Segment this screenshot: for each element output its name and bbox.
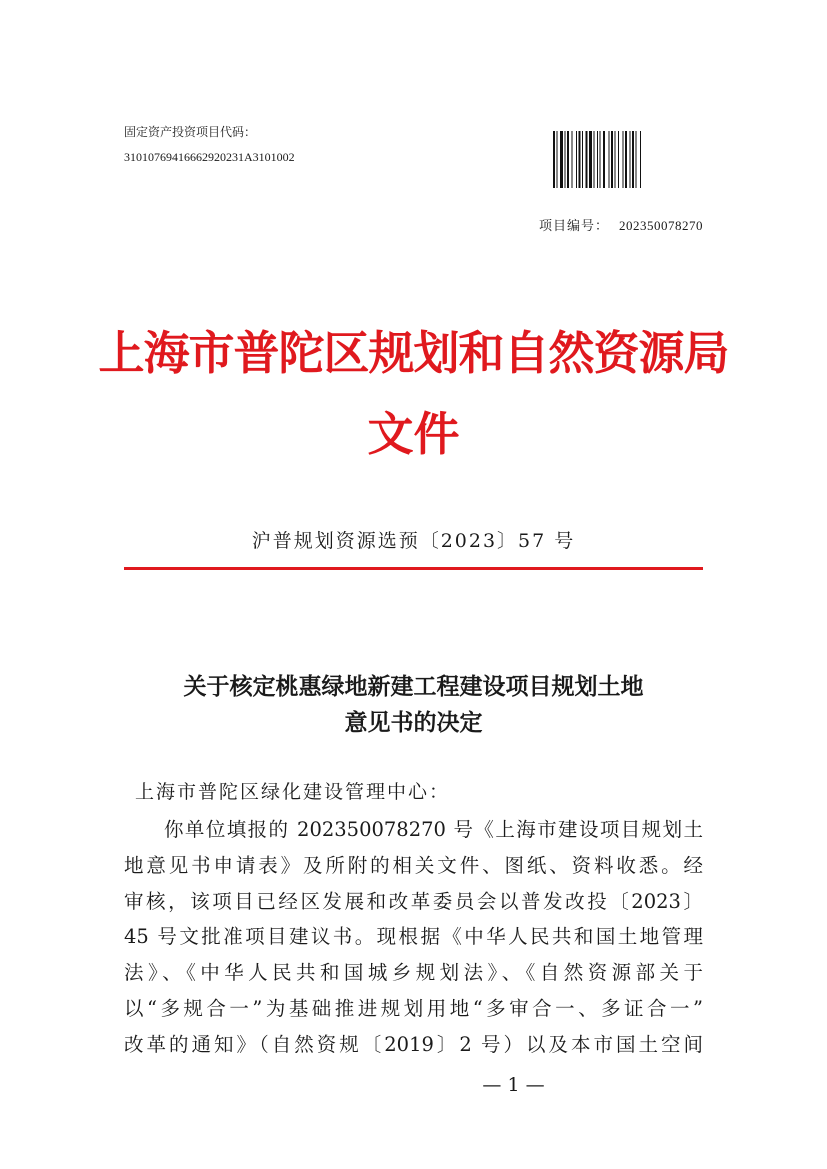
project-code: 31010769416662920231A3101002	[124, 150, 295, 164]
project-code-label: 固定资产投资项目代码：	[124, 125, 257, 139]
body-line: 地意见书申请表》及所附的相关文件、图纸、资料收悉。经	[124, 853, 703, 877]
red-divider	[124, 567, 703, 570]
page-number: — 1 —	[482, 1074, 545, 1096]
recipient: 上海市普陀区绿化建设管理中心：	[135, 781, 451, 803]
document-type: 文件	[367, 407, 460, 461]
project-number-label: 项目编号：	[538, 219, 609, 234]
issuing-organization: 上海市普陀区规划和自然资源局	[98, 326, 729, 380]
title-line-1: 关于核定桃惠绿地新建工程建设项目规划土地	[183, 673, 644, 700]
document-title	[124, 669, 703, 741]
body-line: 审核，该项目已经区发展和改革委员会以普发改投〔2023〕	[124, 889, 703, 913]
body-paragraph	[124, 812, 703, 1063]
body-line: 你单位填报的 202350078270 号《上海市建设项目规划土	[164, 818, 703, 841]
document-number: 沪普规划资源选预〔2023〕57 号	[251, 530, 576, 552]
title-line-2: 意见书的决定	[344, 709, 483, 736]
body-line: 法》、《中华人民共和国城乡规划法》、《自然资源部关于	[124, 961, 703, 985]
body-line: 以“多规合一”为基础推进规划用地“多审合一、多证合一”	[124, 996, 703, 1020]
project-number: 202350078270	[619, 218, 703, 233]
body-line: 改革的通知》（自然资规〔2019〕2 号）以及本市国土空间	[124, 1032, 703, 1056]
project-number-line	[539, 218, 703, 235]
body-line: 45 号文批准项目建议书。现根据《中华人民共和国土地管理	[124, 925, 703, 949]
barcode-icon	[553, 131, 691, 188]
